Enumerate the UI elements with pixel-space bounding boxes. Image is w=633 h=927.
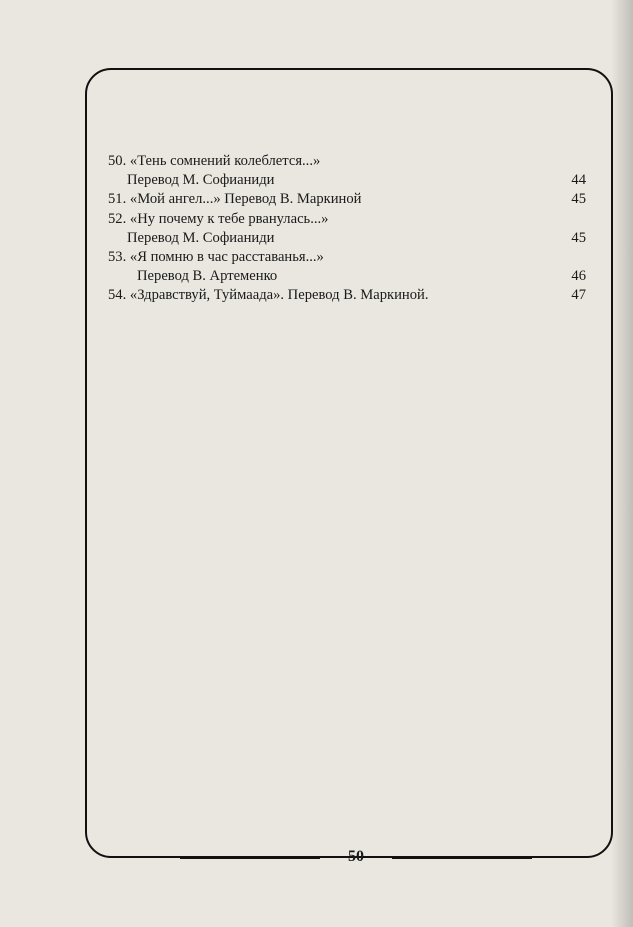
toc-entry-translator: Перевод В. Артеменко (137, 268, 278, 285)
toc-entry-page: 45 (571, 191, 586, 208)
toc-entry-title: «Мой ангел...» Перевод В. Маркиной (129, 191, 362, 208)
toc-entry-translator: Перевод М. Софианиди (127, 172, 275, 189)
toc-entry-52-translator (108, 229, 586, 248)
toc-entry-page: 45 (571, 229, 586, 246)
footer-rule-left (180, 858, 320, 859)
toc-entry-number: 54. (108, 287, 127, 304)
toc-entry-53 (108, 248, 586, 267)
footer-rule-right (392, 858, 532, 859)
toc-entry-page: 44 (571, 172, 586, 189)
toc-entry-50 (108, 152, 586, 171)
toc-entry-title: «Тень сомнений колеблется...» (129, 153, 321, 169)
toc-entry-title: «Я помню в час расставанья...» (129, 248, 324, 265)
toc-entry-54 (108, 286, 586, 305)
toc-entry-number: 51. (108, 191, 127, 208)
toc-entry-53-translator (108, 267, 586, 286)
toc-entry-52 (108, 210, 586, 229)
toc-entry-page: 47 (571, 287, 586, 304)
toc-entry-50-translator (108, 171, 586, 190)
toc-entry-number: 52. (108, 210, 127, 227)
toc-entry-number: 50. (108, 153, 127, 169)
toc-entry-page: 46 (571, 268, 586, 285)
toc-entry-translator: Перевод М. Софианиди (127, 229, 275, 246)
toc-entry-title: «Ну почему к тебе рванулась...» (129, 210, 329, 227)
table-of-contents (108, 152, 586, 306)
toc-entry-title: «Здравствуй, Туймаада». Перевод В. Маркиной. (129, 287, 429, 304)
toc-entry-number: 53. (108, 248, 127, 265)
toc-entry-51 (108, 190, 586, 209)
page-number: 50 (348, 848, 364, 865)
page-edge-shadow (611, 0, 633, 927)
